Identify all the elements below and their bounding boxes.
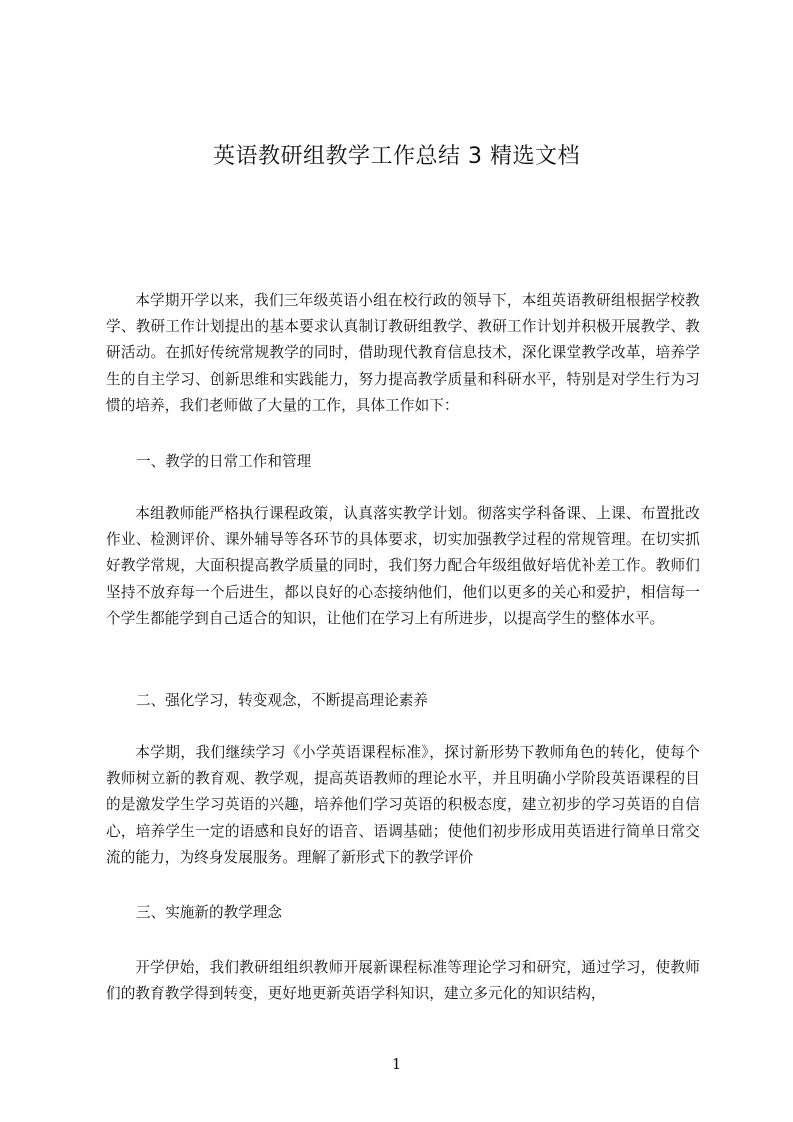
section-heading-strengthen-learning: 二、强化学习，转变观念，不断提高理论素养 xyxy=(136,692,428,709)
section-heading-daily-work: 一、教学的日常工作和管理 xyxy=(136,453,312,470)
paragraph-daily-work: 本组教师能严格执行课程政策，认真落实教学计划。彻落实学科备课、上课、布置批改作业、检测评价、课外辅导等各环节的具体要求，切实加强教学过程的常规管理。在切实抓好教学常规，大面积提高教学质量的同时，我们努力配合年级组做好培优补差工作。教师们坚持不放弃每一个后进生，都以良好的心态接纳他们，他们以更多的关心和爱护，相信每一个学生都能学到自己适合的知识，让他们在学习上有所进步，以提高学生的整体水平。 xyxy=(106,505,700,627)
page-number: 1 xyxy=(391,1055,402,1073)
paragraph-strengthen-learning: 本学期，我们继续学习《小学英语课程标准》，探讨新形势下教师角色的转化，使每个教师树立新的教育观、教学观，提高英语教师的理论水平，并且明确小学阶段英语课程的目的是激发学生学习英语的兴趣，培养他们学习英语的积极态度，建立初步的学习英语的自信心，培养学生一定的语感和良好的语音、语调基础；使他们初步形成用英语进行简单日常交流的能力，为终身发展服务。理解了新形式下的教学评价 xyxy=(106,744,700,866)
paragraph-intro: 本学期开学以来，我们三年级英语小组在校行政的领导下，本组英语教研组根据学校教学、教研工作计划提出的基本要求认真制订教研组教学、教研工作计划并积极开展教学、教研活动。在抓好传统常规教学的同时，借助现代教育信息技术，深化课堂教学改革，培养学生的自主学习、创新思维和实践能力，努力提高教学质量和科研水平，特别是对学生行为习惯的培养，我们老师做了大量的工作，具体工作如下： xyxy=(106,292,700,414)
document-title: 英语教研组教学工作总结 3 精选文档 xyxy=(213,144,580,169)
paragraph-new-concepts: 开学伊始，我们教研组组织教师开展新课程标准等理论学习和研究，通过学习，使教师们的教育教学得到转变，更好地更新英语学科知识，建立多元化的知识结构， xyxy=(106,959,700,1003)
section-heading-new-concepts: 三、实施新的教学理念 xyxy=(136,904,282,921)
